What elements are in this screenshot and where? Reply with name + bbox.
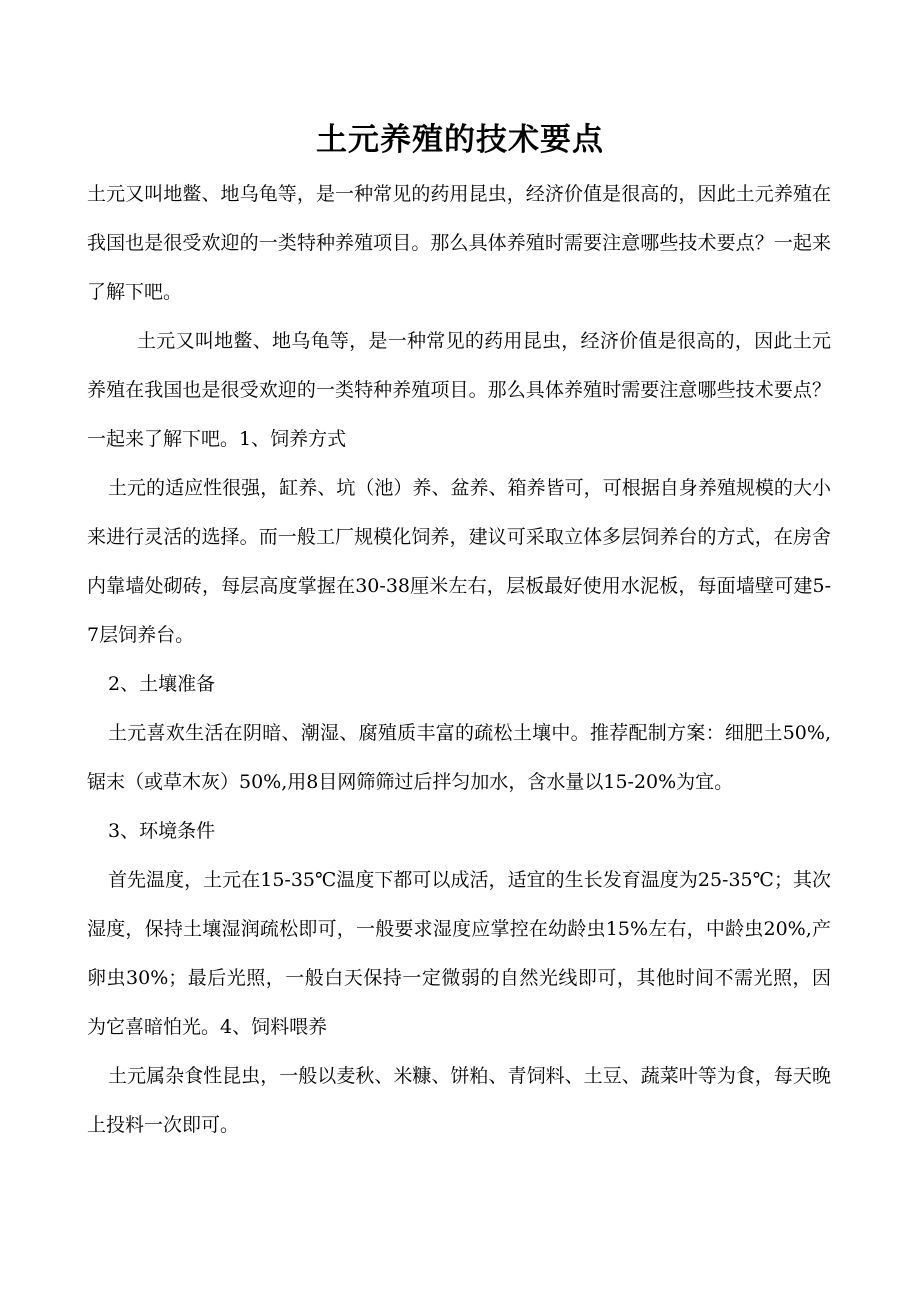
document-title: 土元养殖的技术要点 [316, 122, 604, 158]
feed-paragraph: 土元属杂食性昆虫，一般以麦秋、米糠、饼粕、青饲料、土豆、蔬菜叶等为食，每天晚上投料一次即可。 [87, 1065, 831, 1136]
document-body [87, 170, 831, 1150]
soil-paragraph: 土元喜欢生活在阴暗、潮湿、腐殖质丰富的疏松土壤中。推荐配制方案：细肥土50%,锯末（或草木灰）50%,用8目网筛筛过后拌匀加水，含水量以15-20%为宜。 [87, 722, 831, 793]
soil-heading: 2、土壤准备 [108, 673, 216, 695]
intro-paragraph: 土元又叫地鳖、地乌龟等，是一种常见的药用昆虫，经济价值是很高的，因此土元养殖在我国也是很受欢迎的一类特种养殖项目。那么具体养殖时需要注意哪些技术要点？一起来了解下吧。 [87, 183, 831, 303]
adaptability-paragraph: 土元的适应性很强，缸养、坑（池）养、盆养、箱养皆可，可根据自身养殖规模的大小来进行灵活的选择。而一般工厂规模化饲养，建议可采取立体多层饲养台的方式，在房舍内靠墙处砌砖，每层高度掌握在30-38厘米左右，层板最好使用水泥板，每面墙壁可建5-7层饲养台。 [87, 477, 831, 646]
environment-heading: 3、环境条件 [108, 820, 216, 842]
feeding-method-paragraph: 土元又叫地鳖、地乌龟等，是一种常见的药用昆虫，经济价值是很高的，因此土元养殖在我国也是很受欢迎的一类特种养殖项目。那么具体养殖时需要注意哪些技术要点？一起来了解下吧。1、饲养方式 [87, 330, 831, 450]
environment-paragraph: 首先温度，土元在15-35℃温度下都可以成活，适宜的生长发育温度为25-35℃；其次湿度，保持土壤湿润疏松即可，一般要求湿度应掌控在幼龄虫15%左右，中龄虫20%,产卵虫30%；最后光照，一般白天保持一定微弱的自然光线即可，其他时间不需光照，因为它喜暗怕光。4、饲料喂养 [87, 869, 831, 1038]
